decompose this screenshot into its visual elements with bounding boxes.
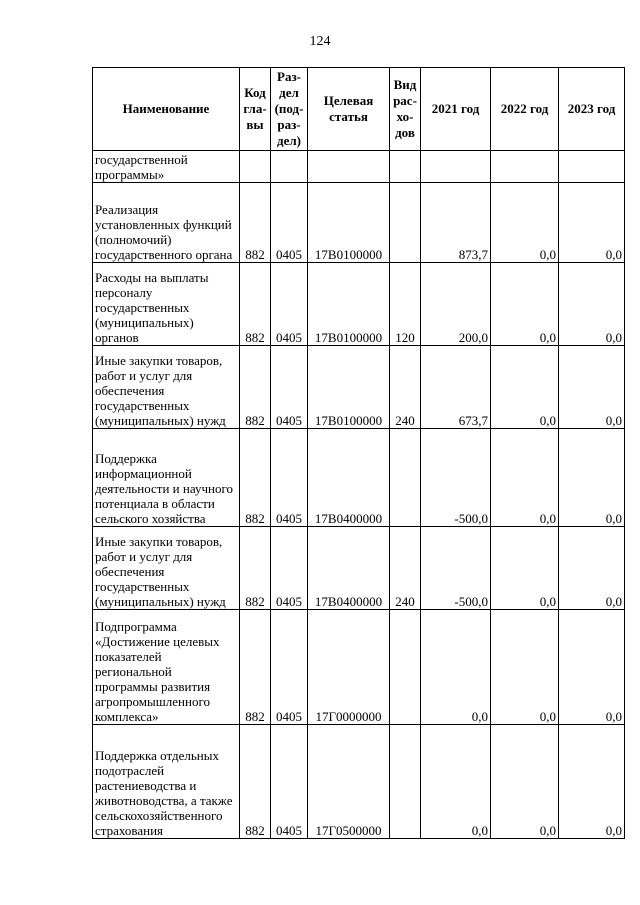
table-row (93, 527, 625, 610)
row-target: 17В0100000 (308, 183, 390, 263)
row-code: 882 (240, 610, 271, 725)
row-2023: 0,0 (559, 183, 625, 263)
row-2023: 0,0 (559, 429, 625, 527)
row-name: Поддержка отдельных подотраслей растениеводства и животноводства, а также сельскохозяйственного страхования (93, 725, 240, 839)
budget-table (92, 67, 625, 839)
row-section: 0405 (271, 725, 308, 839)
row-name: Иные закупки товаров, работ и услуг для обеспечения государственных (муниципальных) нужд (93, 346, 240, 429)
row-2021: -500,0 (421, 429, 491, 527)
row-2023: 0,0 (559, 725, 625, 839)
row-target (308, 151, 390, 183)
row-target: 17В0400000 (308, 429, 390, 527)
row-2022: 0,0 (491, 183, 559, 263)
page-number: 124 (309, 34, 331, 49)
row-2023: 0,0 (559, 263, 625, 346)
table-row (93, 183, 625, 263)
header-expense-type: Вид рас- хо- дов (390, 68, 421, 151)
row-2021: -500,0 (421, 527, 491, 610)
row-2023: 0,0 (559, 346, 625, 429)
row-section: 0405 (271, 183, 308, 263)
row-2022: 0,0 (491, 610, 559, 725)
row-2022: 0,0 (491, 429, 559, 527)
table-row (93, 610, 625, 725)
row-2022: 0,0 (491, 725, 559, 839)
header-2023: 2023 год (559, 68, 625, 151)
table-row (93, 429, 625, 527)
row-2021: 200,0 (421, 263, 491, 346)
row-target: 17Г0000000 (308, 610, 390, 725)
row-2023: 0,0 (559, 610, 625, 725)
row-target: 17В0100000 (308, 346, 390, 429)
row-expense-type (390, 610, 421, 725)
row-expense-type (390, 151, 421, 183)
row-code: 882 (240, 527, 271, 610)
row-2022: 0,0 (491, 346, 559, 429)
row-section: 0405 (271, 346, 308, 429)
row-code: 882 (240, 346, 271, 429)
table-row (93, 151, 625, 183)
row-expense-type (390, 183, 421, 263)
header-code: Код гла- вы (240, 68, 271, 151)
row-2021: 0,0 (421, 610, 491, 725)
row-name: Реализация установленных функций (полномочий) государственного органа (93, 183, 240, 263)
row-name: Расходы на выплаты персоналу государственных (муниципальных) органов (93, 263, 240, 346)
row-2023 (559, 151, 625, 183)
table-row (93, 263, 625, 346)
header-target: Целевая статья (308, 68, 390, 151)
row-expense-type (390, 725, 421, 839)
row-expense-type: 120 (390, 263, 421, 346)
table-header-row (93, 68, 625, 151)
row-2022 (491, 151, 559, 183)
row-code (240, 151, 271, 183)
row-code: 882 (240, 429, 271, 527)
row-name: Поддержка информационной деятельности и научного потенциала в области сельского хозяйства (93, 429, 240, 527)
row-name: Иные закупки товаров, работ и услуг для обеспечения государственных (муниципальных) нужд (93, 527, 240, 610)
row-2022: 0,0 (491, 263, 559, 346)
row-2023: 0,0 (559, 527, 625, 610)
row-expense-type (390, 429, 421, 527)
row-code: 882 (240, 263, 271, 346)
row-code: 882 (240, 725, 271, 839)
row-section (271, 151, 308, 183)
row-2022: 0,0 (491, 527, 559, 610)
row-target: 17В0400000 (308, 527, 390, 610)
row-2021: 673,7 (421, 346, 491, 429)
row-expense-type: 240 (390, 527, 421, 610)
row-target: 17Г0500000 (308, 725, 390, 839)
row-expense-type: 240 (390, 346, 421, 429)
row-section: 0405 (271, 527, 308, 610)
row-target: 17В0100000 (308, 263, 390, 346)
row-name: Подпрограмма «Достижение целевых показателей региональной программы развития агропромышленного комплекса» (93, 610, 240, 725)
header-section: Раз- дел (под- раз- дел) (271, 68, 308, 151)
row-code: 882 (240, 183, 271, 263)
row-name: государственной программы» (93, 151, 240, 183)
header-2022: 2022 год (491, 68, 559, 151)
header-2021: 2021 год (421, 68, 491, 151)
table-row (93, 725, 625, 839)
row-section: 0405 (271, 263, 308, 346)
header-name: Наименование (93, 68, 240, 151)
row-section: 0405 (271, 429, 308, 527)
row-2021: 873,7 (421, 183, 491, 263)
row-2021 (421, 151, 491, 183)
table-row (93, 346, 625, 429)
row-2021: 0,0 (421, 725, 491, 839)
row-section: 0405 (271, 610, 308, 725)
